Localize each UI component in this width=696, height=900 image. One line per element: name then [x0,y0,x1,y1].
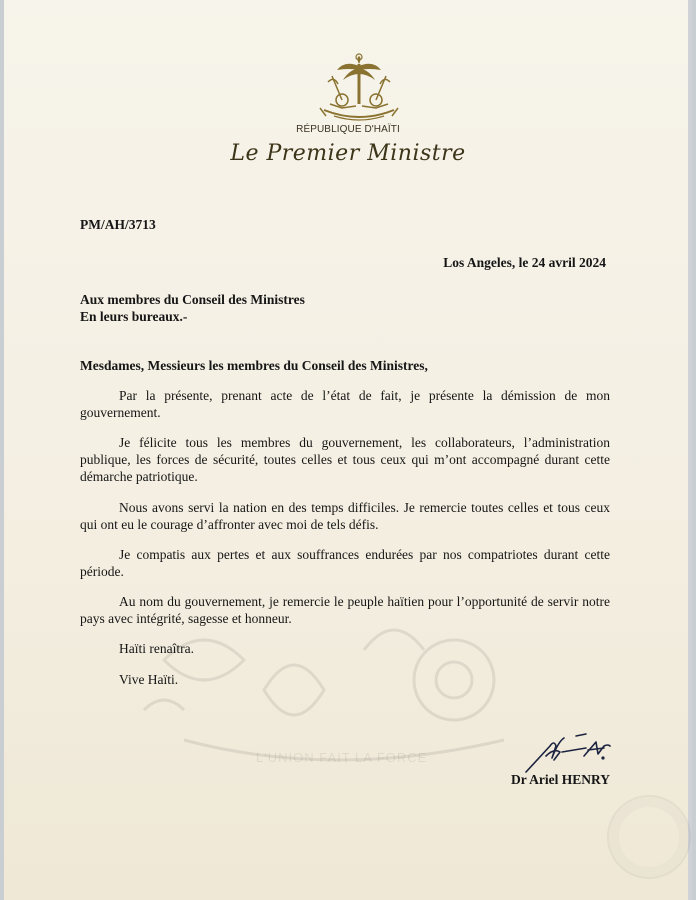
paragraph-text: Vive Haïti. [119,672,179,687]
salutation: Mesdames, Messieurs les membres du Conseil des Ministres, [80,358,428,373]
page-edge [688,0,692,900]
paragraph-text: Je compatis aux pertes et aux souffrances endurées par nos compatriotes durant cette période. [80,547,610,579]
addressee-line: Aux membres du Conseil des Ministres [80,292,305,307]
paragraph-text: Au nom du gouvernement, je remercie le peuple haïtien pour l’opportunité de servir notre pays avec intégrité, sagesse et honneur. [80,594,610,626]
signatory-name: Dr Ariel HENRY [510,772,610,787]
paragraph-text: Je félicite tous les membres du gouvernement, les collaborateurs, l’administration publique, les forces de sécurité, toutes celles et tous ceux qui m’ont accompagné durant cette démarche patriotique. [80,435,610,484]
signature-image [524,728,614,774]
paragraph-text: Par la présente, prenant acte de l’état de fait, je présente la démission de mon gouvernement. [80,388,610,420]
letter-page [4,0,692,900]
paragraph [80,434,610,485]
office-title: Le Premier Ministre [230,141,466,166]
addressee-block [80,291,305,325]
closing-line [80,671,610,688]
embossed-seal [607,795,691,879]
paragraph [80,387,610,421]
reference-number: PM/AH/3713 [80,217,156,232]
paragraph [80,499,610,533]
watermark-motto: L'UNION FAIT LA FORCE [256,750,428,765]
addressee-line: En leurs bureaux.- [80,309,188,324]
paragraph-text: Haïti renaîtra. [119,641,194,656]
date-line: Los Angeles, le 24 avril 2024 [443,255,606,270]
paragraph-text: Nous avons servi la nation en des temps difficiles. Je remercie toutes celles et tous ceux qui ont eu le courage d’affronter avec moi de tels défis. [80,500,610,532]
closing-line [80,640,610,657]
paragraph [80,593,610,627]
republic-heading: RÉPUBLIQUE D'HAÏTI [296,124,400,135]
paragraph [80,546,610,580]
coat-of-arms-icon [310,52,408,124]
